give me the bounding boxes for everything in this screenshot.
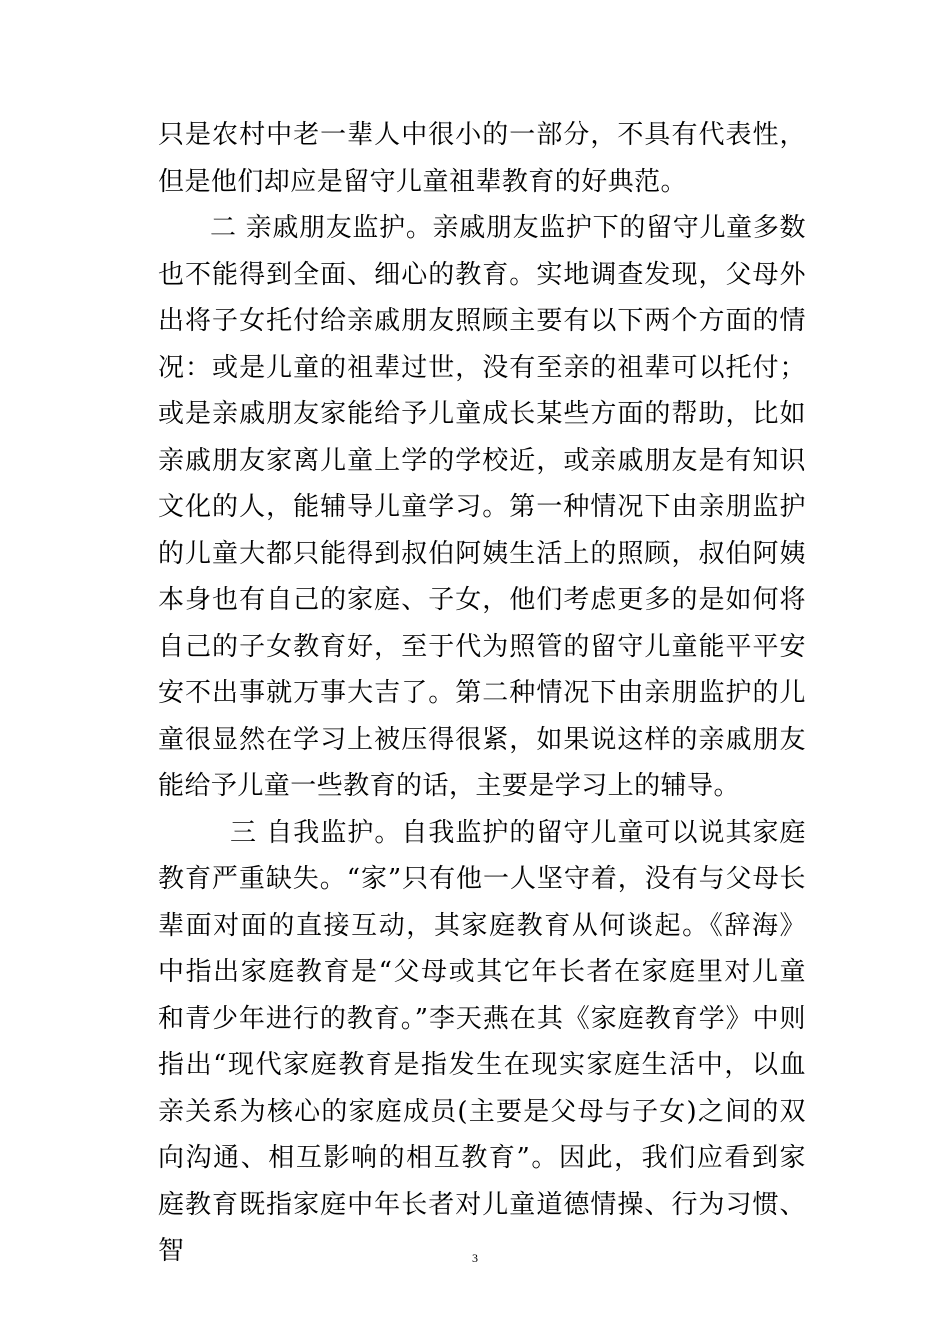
paragraph-self-guardianship: 三 自我监护。自我监护的留守儿童可以说其家庭教育严重缺失。“家”只有他一人坚守着，没有与父母长辈面对面的直接互动，其家庭教育从何谈起。《辞海》中指出家庭教育是“父母或其它年长者在家庭里对儿童和青少年进行的教育。”李天燕在其《家庭教育学》中则指出“现代家庭教育是指发生在现实家庭生活中，以血亲关系为核心的家庭成员(主要是父母与子女)之间的双向沟通、相互影响的相互教育”。因此，我们应看到家庭教育既指家庭中年长者对儿童道德情操、行为习惯、智 <box>158 817 806 1266</box>
paragraph-relative-guardianship: 二 亲戚朋友监护。亲戚朋友监护下的留守儿童多数也不能得到全面、细心的教育。实地调查发现，父母外出将子女托付给亲戚朋友照顾主要有以下两个方面的情况：或是儿童的祖辈过世，没有至亲的祖辈可以托付；或是亲戚朋友家能给予儿童成长某些方面的帮助，比如亲戚朋友家离儿童上学的学校近，或亲戚朋友是有知识文化的人，能辅导儿童学习。第一种情况下由亲朋监护的儿童大都只能得到叔伯阿姨生活上的照顾，叔伯阿姨本身也有自己的家庭、子女，他们考虑更多的是如何将自己的子女教育好，至于代为照管的留守儿童能平平安安不出事就万事大吉了。第二种情况下由亲朋监护的儿童很显然在学习上被压得很紧，如果说这样的亲戚朋友能给予儿童一些教育的话，主要是学习上的辅导。 <box>158 213 806 801</box>
body-text <box>158 112 806 1275</box>
paragraph-continuation: 只是农村中老一辈人中很小的一部分，不具有代表性，但是他们却应是留守儿童祖辈教育的好典范。 <box>158 120 806 197</box>
page-number: 3 <box>472 1251 478 1265</box>
